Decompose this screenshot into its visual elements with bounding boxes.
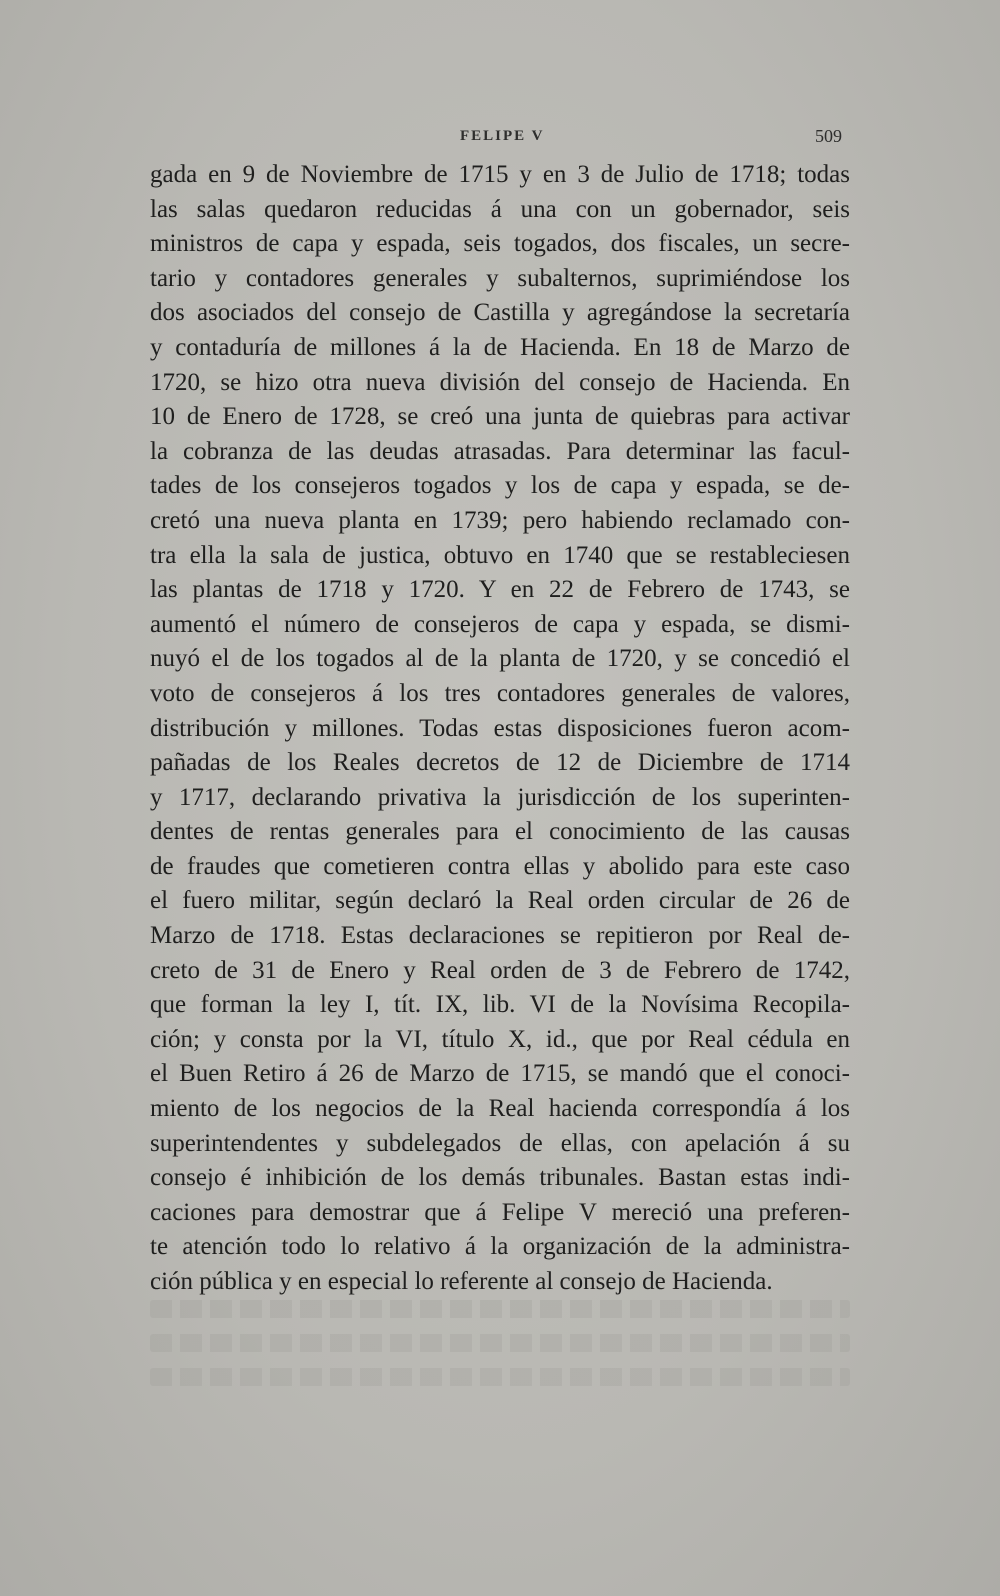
text-line: creto de 31 de Enero y Real orden de 3 de Febrero de 1742, [150,956,850,984]
text-line: Marzo de 1718. Estas declaraciones se repitieron por Real de- [150,922,850,950]
text-line: superintendentes y subdelegados de ellas, con apelación á su [150,1129,850,1157]
text-line: tario y contadores generales y subalternos, suprimiéndose los [150,264,850,292]
text-line: 1720, se hizo otra nueva división del consejo de Hacienda. En [150,368,850,396]
text-line: y 1717, declarando privativa la jurisdicción de los superinten- [150,783,850,811]
bleed-through-text [150,1300,850,1318]
text-line: miento de los negocios de la Real hacienda correspondía á los [150,1095,850,1123]
running-head: FELIPE V [460,128,545,144]
text-line: caciones para demostrar que á Felipe V mereció una preferen- [150,1198,850,1226]
text-line: consejo é inhibición de los demás tribunales. Bastan estas indi- [150,1164,850,1192]
text-line: ministros de capa y espada, seis togados, dos fiscales, un secre- [150,230,850,258]
text-line: que forman la ley I, tít. IX, lib. VI de la Novísima Recopila- [150,991,850,1019]
text-line: te atención todo lo relativo á la organización de la administra- [150,1233,850,1261]
page-header [150,128,850,152]
bleed-through-text [150,1334,850,1352]
text-line: dos asociados del consejo de Castilla y agregándose la secretaría [150,299,850,327]
text-line: de fraudes que cometieren contra ellas y abolido para este caso [150,852,850,880]
text-line: dentes de rentas generales para el conocimiento de las causas [150,818,850,846]
text-line: el fuero militar, según declaró la Real orden circular de 26 de [150,887,850,915]
text-line: voto de consejeros á los tres contadores generales de valores, [150,679,850,707]
text-line: aumentó el número de consejeros de capa y espada, se dismi- [150,610,850,638]
text-line: las plantas de 1718 y 1720. Y en 22 de Febrero de 1743, se [150,576,850,604]
page-number: 509 [815,126,842,146]
text-line: y contaduría de millones á la de Hacienda. En 18 de Marzo de [150,333,850,361]
text-line: 10 de Enero de 1728, se creó una junta de quiebras para activar [150,403,850,431]
text-line: el Buen Retiro á 26 de Marzo de 1715, se mandó que el conoci- [150,1060,850,1088]
text-line: gada en 9 de Noviembre de 1715 y en 3 de Julio de 1718; todas [150,161,850,188]
text-line: ción; y consta por la VI, título X, id., que por Real cédula en [150,1025,850,1053]
bleed-through-text [150,1368,850,1386]
text-line: distribución y millones. Todas estas disposiciones fueron acom- [150,714,850,742]
text-line: la cobranza de las deudas atrasadas. Para determinar las facul- [150,437,850,465]
text-line: ción pública y en especial lo referente al consejo de Hacienda. [150,1268,773,1295]
text-line: cretó una nueva planta en 1739; pero habiendo reclamado con- [150,506,850,534]
body-text [150,158,850,1300]
text-line: las salas quedaron reducidas á una con un gobernador, seis [150,195,850,223]
text-line: pañadas de los Reales decretos de 12 de Diciembre de 1714 [150,749,850,777]
text-line: tades de los consejeros togados y los de capa y espada, se de- [150,472,850,500]
text-line: nuyó el de los togados al de la planta de 1720, y se concedió el [150,645,850,673]
text-line: tra ella la sala de justica, obtuvo en 1740 que se restableciesen [150,541,850,569]
